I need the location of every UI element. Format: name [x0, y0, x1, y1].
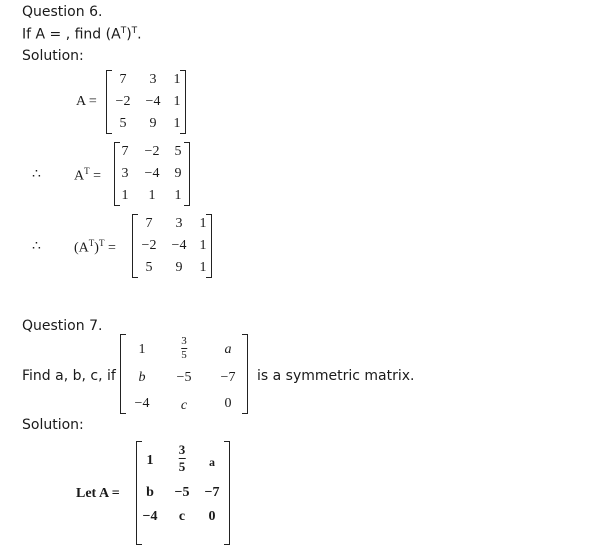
matrix-at-cell: 1: [121, 188, 129, 203]
matrix-q7-fraction: [181, 336, 187, 361]
matrix-q7-cell: −5: [176, 370, 192, 385]
matrix-let-cell: −7: [204, 485, 220, 500]
matrix-at-label: [74, 166, 101, 185]
matrix-att-cell: 9: [175, 260, 183, 275]
matrix-a-cell: 1: [173, 116, 181, 131]
matrix-at-label-base: A: [74, 168, 85, 184]
matrix-a-cell: 1: [173, 72, 181, 87]
matrix-q7-cell: b: [138, 370, 146, 385]
q7-prompt-left: Find a, b, c, if: [22, 368, 116, 384]
matrix-at-cell: 9: [174, 166, 182, 181]
matrix-let-cell: −5: [174, 485, 190, 500]
matrix-q7-cell: 1: [138, 342, 146, 357]
matrix-att-cell: 1: [199, 260, 207, 275]
q7-solution-label: Solution:: [22, 417, 84, 433]
matrix-q7-cell: c: [180, 398, 188, 413]
matrix-att-left-bracket: [132, 214, 138, 278]
matrix-let-left-bracket: [136, 441, 142, 545]
fraction-denominator: 5: [181, 349, 187, 361]
matrix-att-right-bracket: [206, 214, 212, 278]
q7-heading: Question 7.: [22, 318, 103, 334]
matrix-q7-cell: a: [224, 342, 232, 357]
therefore-symbol-2: ∴: [32, 239, 41, 254]
matrix-at-cell: 1: [174, 188, 182, 203]
matrix-at-right-bracket: [184, 142, 190, 206]
matrix-att-cell: 1: [199, 238, 207, 253]
q6-prompt-text: If A = , find (A: [22, 26, 121, 43]
matrix-a-left-bracket: [106, 70, 112, 134]
matrix-a-cell: 5: [119, 116, 127, 131]
matrix-att-cell: 1: [199, 216, 207, 231]
matrix-att-cell: 7: [145, 216, 153, 231]
matrix-at-cell: 7: [121, 144, 129, 159]
matrix-att-label-open: (A: [74, 240, 89, 256]
matrix-att-label-eq: =: [107, 240, 116, 256]
matrix-let-fraction: [179, 443, 186, 474]
matrix-att-label-sup1: T: [88, 238, 95, 248]
matrix-a: [106, 70, 186, 134]
matrix-let-cell: c: [178, 509, 186, 524]
fraction-numerator: 3: [181, 335, 187, 347]
matrix-let-right-bracket: [224, 441, 230, 545]
matrix-a-cell: 1: [173, 94, 181, 109]
matrix-at: [114, 142, 190, 206]
matrix-a-cell: −2: [115, 94, 131, 109]
matrix-at-left-bracket: [114, 142, 120, 206]
matrix-let-cell: a: [209, 455, 215, 469]
q6-prompt-mid: ): [126, 26, 132, 43]
matrix-let-cell: −4: [142, 509, 158, 524]
matrix-let: [136, 441, 230, 545]
matrix-att-label-close: ): [94, 240, 99, 256]
matrix-att: [132, 214, 212, 278]
matrix-at-label-sup: T: [84, 166, 90, 176]
matrix-q7-cell: 0: [224, 396, 232, 411]
matrix-a-cell: 7: [119, 72, 127, 87]
fraction-numerator: 3: [178, 442, 186, 457]
matrix-q7-left-bracket: [120, 334, 126, 414]
q6-prompt-sup1: T: [120, 26, 127, 36]
matrix-at-cell: −4: [144, 166, 160, 181]
matrix-a-cell: 3: [149, 72, 157, 87]
q6-prompt-sup2: T: [131, 26, 138, 36]
matrix-q7-prompt: [120, 334, 248, 414]
matrix-att-cell: 5: [145, 260, 153, 275]
matrix-q7-cell: −7: [220, 370, 236, 385]
matrix-att-cell: −2: [141, 238, 157, 253]
q6-prompt-end: .: [137, 26, 142, 43]
matrix-let-cell: 1: [146, 453, 154, 468]
matrix-a-cell: 9: [149, 116, 157, 131]
q6-prompt: [22, 26, 142, 43]
matrix-at-label-eq: =: [93, 168, 102, 184]
matrix-att-label: [74, 238, 116, 257]
matrix-at-cell: 1: [148, 188, 156, 203]
therefore-symbol-1: ∴: [32, 167, 41, 182]
matrix-at-cell: −2: [144, 144, 160, 159]
matrix-q7-right-bracket: [242, 334, 248, 414]
q7-prompt-right: is a symmetric matrix.: [257, 368, 415, 384]
matrix-att-cell: 3: [175, 216, 183, 231]
matrix-q7-cell: −4: [134, 396, 150, 411]
q6-heading: Question 6.: [22, 4, 103, 20]
matrix-a-label: A =: [76, 94, 97, 109]
matrix-a-cell: −4: [145, 94, 161, 109]
q6-solution-label: Solution:: [22, 48, 84, 64]
matrix-a-right-bracket: [180, 70, 186, 134]
matrix-let-cell: 0: [208, 509, 216, 524]
matrix-att-label-sup2: T: [98, 238, 105, 248]
matrix-let-cell: b: [146, 485, 154, 500]
matrix-at-cell: 5: [174, 144, 182, 159]
matrix-at-cell: 3: [121, 166, 129, 181]
matrix-att-cell: −4: [171, 238, 187, 253]
fraction-denominator: 5: [178, 459, 186, 474]
matrix-let-label: Let A =: [76, 486, 120, 501]
